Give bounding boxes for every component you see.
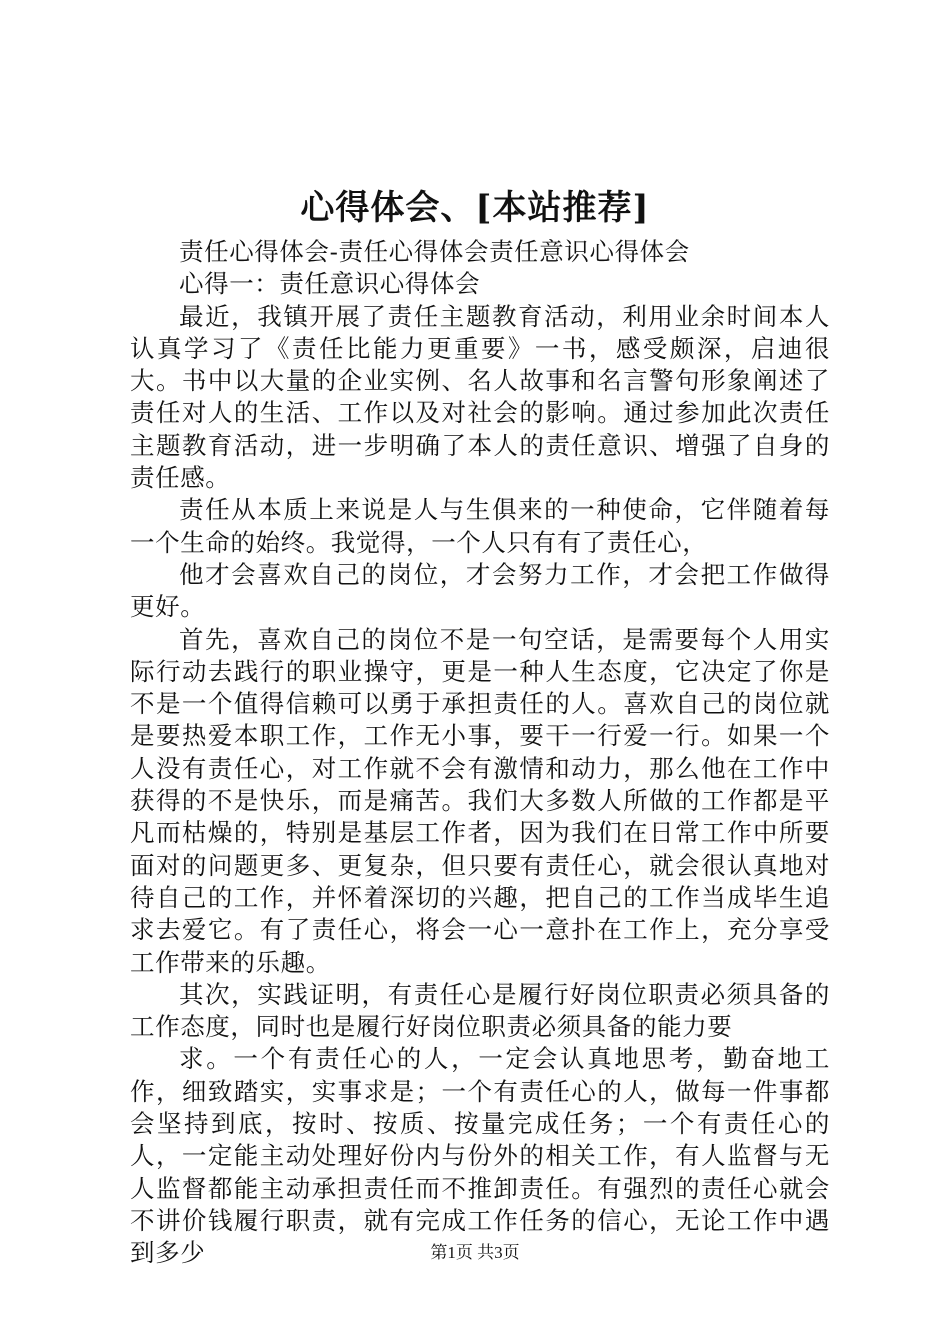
document-body (130, 236, 830, 1270)
paragraph: 他才会喜欢自己的岗位，才会努力工作，才会把工作做得更好。 (130, 559, 830, 622)
paragraph: 责任从本质上来说是人与生俱来的一种使命，它伴随着每一个生命的始终。我觉得，一个人只有有了责任心， (130, 495, 830, 557)
page-number-footer: 第1页 共3页 (430, 1243, 520, 1262)
document-title: 心得体会、[本站推荐] (300, 188, 650, 228)
paragraph: 最近，我镇开展了责任主题教育活动，利用业余时间本人认真学习了《责任比能力更重要》一书，感受颇深，启迪很大。书中以大量的企业实例、名人故事和名言警句形象阐述了责任对人的生活、工作以及对社会的影响。通过参加此次责任主题教育活动，进一步明确了本人的责任意识、增强了自身的责任感。 (130, 301, 830, 493)
paragraph: 心得一：责任意识心得体会 (179, 269, 481, 299)
paragraph: 首先，喜欢自己的岗位不是一句空话，是需要每个人用实际行动去践行的职业操守，更是一种人生态度，它决定了你是不是一个值得信赖可以勇于承担责任的人。喜欢自己的岗位就是要热爱本职工作，工作无小事，要干一行爱一行。如果一个人没有责任心，对工作就不会有激情和动力，那么他在工作中获得的不是快乐，而是痛苦。我们大多数人所做的工作都是平凡而枯燥的，特别是基层工作者，因为我们在日常工作中所要面对的问题更多、更复杂，但只要有责任心，就会很认真地对待自己的工作，并怀着深切的兴趣，把自己的工作当成毕生追求去爱它。有了责任心，将会一心一意扑在工作上，充分享受工作带来的乐趣。 (130, 624, 830, 977)
paragraph: 其次，实践证明，有责任心是履行好岗位职责必须具备的工作态度，同时也是履行好岗位职责必须具备的能力要 (130, 979, 830, 1042)
paragraph: 责任心得体会-责任心得体会责任意识心得体会 (179, 237, 690, 266)
paragraph: 求。一个有责任心的人，一定会认真地思考，勤奋地工作，细致踏实，实事求是；一个有责任心的人，做每一件事都会坚持到底，按时、按质、按量完成任务；一个有责任心的人，一定能主动处理好份内与份外的相关工作，有人监督与无人监督都能主动承担责任而不推卸责任。有强烈的责任心就会不讲价钱履行职责，就有完成工作任务的信心，无论工作中遇到多少 (130, 1044, 830, 1268)
